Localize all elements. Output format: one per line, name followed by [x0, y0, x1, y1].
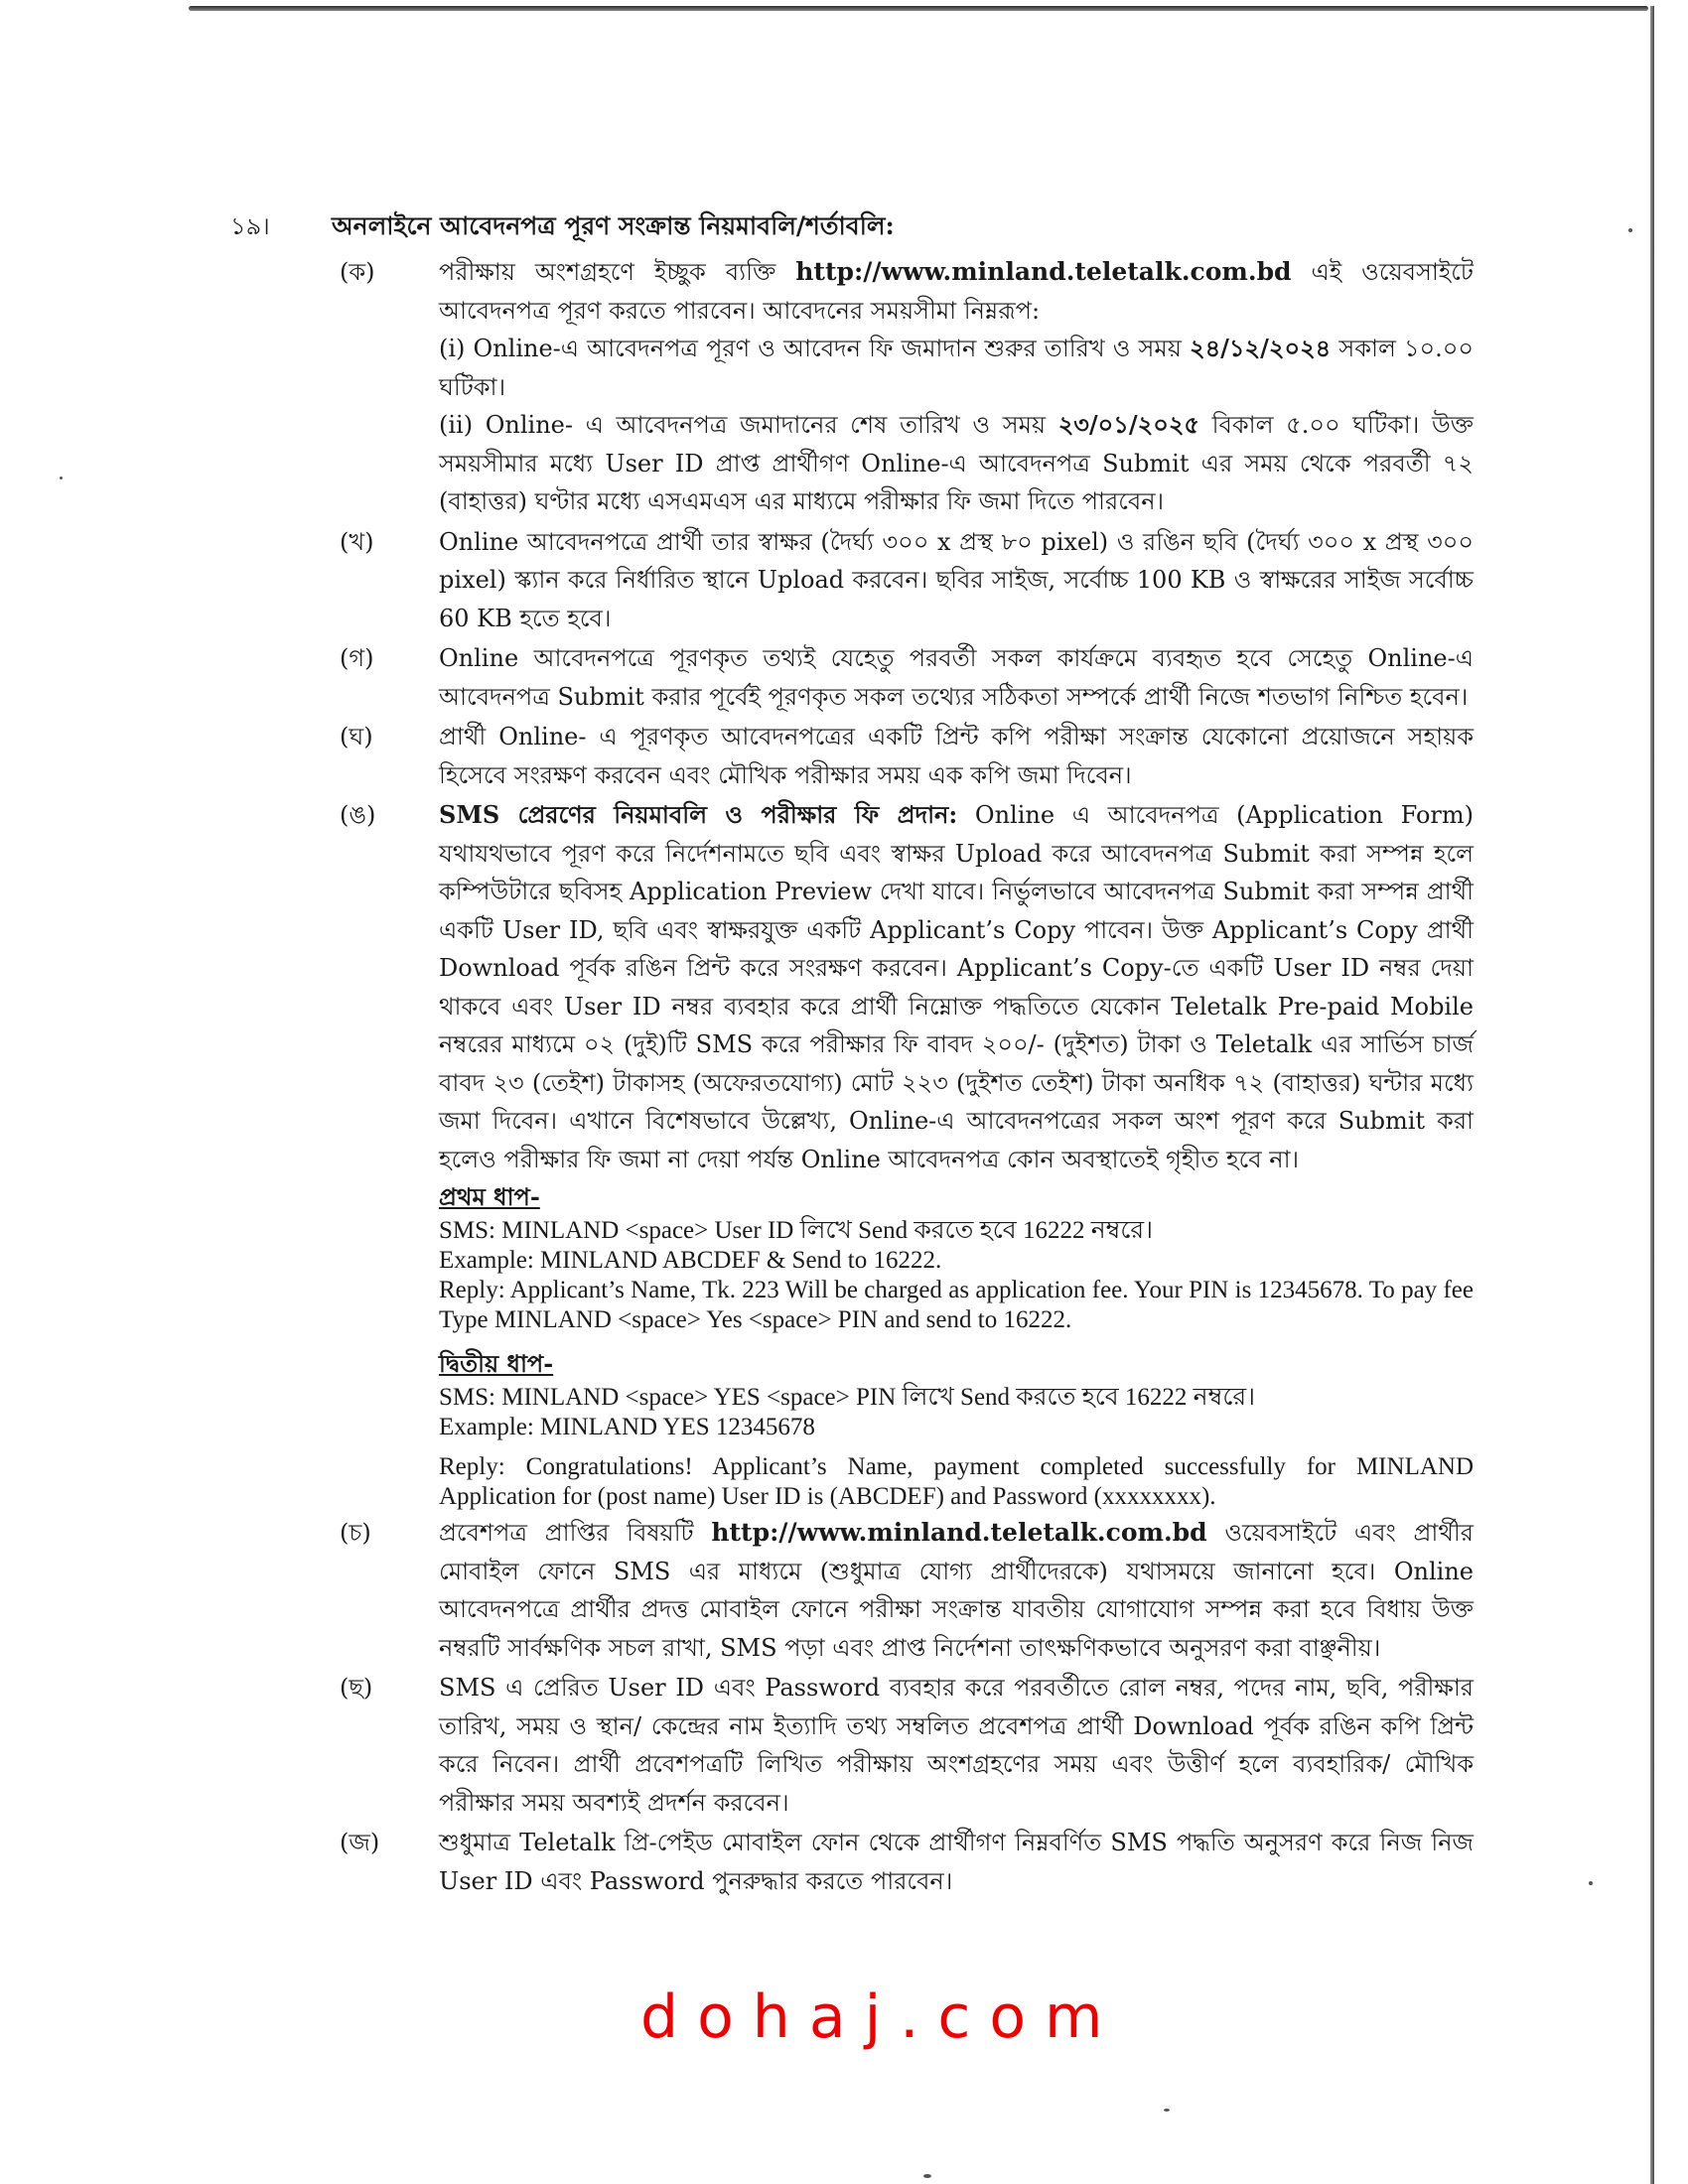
step-heading: প্রথম ধাপ- — [439, 1182, 540, 1211]
item-body — [439, 253, 1474, 521]
sub-item-text: (ii) Online- এ আবেদনপত্র জমাদানের শেষ তারিখ ও সময় — [439, 411, 1058, 439]
section-number: ১৯। — [230, 212, 270, 240]
item-kha — [230, 523, 1474, 638]
item-gha — [230, 718, 1474, 794]
item-body: প্রার্থী Online- এ পূরণকৃত আবেদনপত্রের একটি প্রিন্ট কপি পরীক্ষা সংক্রান্ত যেকোনো প্রয়োজনে সহায়ক হিসেবে সংরক্ষণ করবেন এবং মৌখিক পরীক্ষার সময় এক কপি জমা দিবেন। — [439, 723, 1474, 789]
step-heading: দ্বিতীয় ধাপ- — [439, 1349, 554, 1378]
step-2 — [439, 1349, 1474, 1512]
sub-item-text: বিকাল ৫.০০ ঘটিকা। উক্ত সময়সীমার মধ্যে User ID প্রাপ্ত প্রার্থীগণ Online-এ আবেদনপত্র Submit এর সময় থেকে পরবর্তী ৭২ (বাহাত্তর) ঘণ্টার মধ্যে এসএমএস এর মাধ্যমে পরীক্ষার ফি জমা দিতে পারবেন। — [439, 411, 1474, 515]
item-label: (জ) — [340, 1829, 380, 1856]
scan-speck — [1628, 228, 1632, 232]
item-body: Online আবেদনপত্রে পূরণকৃত তথ্যই যেহেতু পরবর্তী সকল কার্যক্রমে ব্যবহৃত হবে সেহেতু Online-এ আবেদনপত্র Submit করার পূর্বেই পূরণকৃত সকল তথ্যের সঠিকতা সম্পর্কে প্রার্থী নিজে শতভাগ নিশ্চিত হবেন। — [439, 644, 1474, 711]
item-body: Online আবেদনপত্রে প্রার্থী তার স্বাক্ষর (দৈর্ঘ্য ৩০০ x প্রস্থ ৮০ pixel) ও রঙিন ছবি (দৈর্ঘ্য ৩০০ x প্রস্থ ৩০০ pixel) স্ক্যান করে নির্ধারিত স্থানে Upload করবেন। ছবির সাইজ, সর্বোচ্চ 100 KB ও স্বাক্ষরের সাইজ সর্বোচ্চ 60 KB হতে হবে। — [439, 527, 1474, 632]
item-chha — [230, 1669, 1474, 1822]
item-label: (ক) — [340, 258, 375, 286]
sub-item-i — [439, 330, 1474, 406]
item-label: (ঙ) — [340, 801, 376, 829]
sub-item-text: সকাল ১০.০০ ঘটিকা। — [439, 335, 1475, 401]
end-date: ২৩/০১/২০২৫ — [1057, 410, 1200, 439]
item-body — [439, 796, 1474, 1512]
section-heading — [230, 206, 1474, 249]
website-link[interactable]: http://www.minland.teletalk.com.bd — [795, 257, 1292, 286]
sms-example: Example: MINLAND ABCDEF & Send to 16222. — [439, 1247, 942, 1274]
scan-speck — [60, 477, 63, 479]
item-ka — [230, 253, 1474, 521]
item-text: Online এ আবেদনপত্র (Application Form) যথাযথভাবে পূরণ করে নির্দেশনামতে ছবি এবং স্বাক্ষর Upload করে আবেদনপত্র Submit করা সম্পন্ন হলে কম্পিউটারে ছবিসহ Application Preview দেখা যাবে। নির্ভুলভাবে আবেদনপত্র Submit করা সম্পন্ন প্রার্থী একটি User ID, ছবি এবং স্বাক্ষরযুক্ত একটি Applicant’s Copy পাবেন। উক্ত Applicant’s Copy প্রার্থী Download পূর্বক রঙিন প্রিন্ট করে সংরক্ষণ করবেন। Applicant’s Copy-তে একটি User ID নম্বর দেয়া থাকবে এবং User ID নম্বর ব্যবহার করে প্রার্থী নিম্নোক্ত পদ্ধতিতে যেকোন Teletalk Pre-paid Mobile নম্বরের মাধ্যমে ০২ (দুই)টি SMS করে পরীক্ষার ফি বাবদ ২০০/- (দুইশত) টাকা ও Teletalk এর সার্ভিস চার্জ বাবদ ২৩ (তেইশ) টাকাসহ (অফেরতযোগ্য) মোট ২২৩ (দুইশত তেইশ) টাকা অনধিক ৭২ (বাহাত্তর) ঘন্টার মধ্যে জমা দিবেন। এখানে বিশেষভাবে উল্লেখ্য, Online-এ আবেদনপত্রের সকল অংশ পূরণ করে Submit করা হলেও পরীক্ষার ফি জমা না দেয়া পর্যন্ত Online আবেদনপত্র কোন অবস্থাতেই গৃহীত হবে না। — [439, 801, 1474, 1173]
sms-reply: Reply: Applicant’s Name, Tk. 223 Will be charged as application fee. Your PIN is 12345678. To pay fee Type MINLAND <space> Yes <space> PIN and send to 16222. — [439, 1277, 1474, 1333]
item-cha — [230, 1514, 1474, 1667]
item-body: শুধুমাত্র Teletalk প্রি-পেইড মোবাইল ফোন থেকে প্রার্থীগণ নিম্নবর্ণিত SMS পদ্ধতি অনুসরণ করে নিজ নিজ User ID এবং Password পুনরুদ্ধার করতে পারবেন। — [439, 1829, 1474, 1895]
watermark: dohaj.com — [640, 1982, 1122, 2052]
sub-item-text: (i) Online-এ আবেদনপত্র পূরণ ও আবেদন ফি জমাদান শুরুর তারিখ ও সময় — [439, 335, 1190, 362]
item-nga — [230, 796, 1474, 1512]
item-text: এই ওয়েবসাইটে আবেদনপত্র পূরণ করতে পারবেন। আবেদনের সময়সীমা নিম্নরূপ: — [439, 258, 1474, 325]
item-label: (গ) — [340, 644, 374, 672]
scan-speck — [923, 2174, 931, 2178]
sms-format: SMS: MINLAND <space> YES <space> PIN লিখে Send করতে হবে 16222 নম্বরে। — [439, 1384, 1256, 1411]
item-body — [439, 1514, 1474, 1667]
item-label: (ঘ) — [340, 723, 373, 751]
sub-item-ii — [439, 406, 1474, 521]
item-text: পরীক্ষায় অংশগ্রহণে ইচ্ছুক ব্যক্তি — [439, 258, 796, 286]
scan-speck — [1164, 2109, 1170, 2112]
scan-speck — [1589, 1881, 1593, 1885]
scan-edge-right — [1650, 6, 1654, 2184]
item-text: প্রবেশপত্র প্রাপ্তির বিষয়টি — [439, 1519, 712, 1547]
item-body: SMS এ প্রেরিত User ID এবং Password ব্যবহার করে পরবর্তীতে রোল নম্বর, পদের নাম, ছবি, পরীক্ষার তারিখ, সময় ও স্থান/ কেন্দ্রের নাম ইত্যাদি তথ্য সম্বলিত প্রবেশপত্র প্রার্থী Download পূর্বক রঙিন কপি প্রিন্ট করে নিবেন। প্রার্থী প্রবেশপত্রটি লিখিত পরীক্ষায় অংশগ্রহণের সময় এবং উত্তীর্ণ হলে ব্যবহারিক/ মৌখিক পরীক্ষার সময় অবশ্যই প্রদর্শন করবেন। — [439, 1674, 1474, 1817]
item-lead: SMS প্রেরণের নিয়মাবলি ও পরীক্ষার ফি প্রদান: — [439, 800, 958, 829]
sms-example: Example: MINLAND YES 12345678 — [439, 1414, 815, 1440]
item-label: (ছ) — [340, 1674, 373, 1702]
scan-edge-top — [189, 6, 1648, 11]
step-1 — [439, 1182, 1474, 1335]
start-date: ২৪/১২/২০২৪ — [1189, 334, 1332, 362]
website-link[interactable]: http://www.minland.teletalk.com.bd — [711, 1518, 1207, 1547]
item-ga — [230, 639, 1474, 716]
item-label: (চ) — [340, 1519, 371, 1547]
sms-format: SMS: MINLAND <space> User ID লিখে Send করতে হবে 16222 নম্বরে। — [439, 1217, 1154, 1244]
document-page — [230, 206, 1474, 1900]
sms-reply: Reply: Congratulations! Applicant’s Name, payment completed successfully for MINLAND Application for (post name) User ID is (ABCDEF) and Password (xxxxxxxx). — [439, 1453, 1474, 1510]
section-title: অনলাইনে আবেদনপত্র পূরণ সংক্রান্ত নিয়মাবলি/শর্তাবলি: — [332, 211, 895, 240]
item-label: (খ) — [340, 527, 374, 556]
item-ja — [230, 1824, 1474, 1900]
item-text: ওয়েবসাইটে এবং প্রার্থীর মোবাইল ফোনে SMS এর মাধ্যমে (শুধুমাত্র যোগ্য প্রার্থীদেরকে) যথাসময়ে জানানো হবে। Online আবেদনপত্রে প্রার্থীর প্রদত্ত মোবাইল ফোনে পরীক্ষা সংক্রান্ত যাবতীয় যোগাযোগ সম্পন্ন করা হবে বিধায় উক্ত নম্বরটি সার্বক্ষণিক সচল রাখা, SMS পড়া এবং প্রাপ্ত নির্দেশনা তাৎক্ষণিকভাবে অনুসরণ করা বাঞ্ছনীয়। — [439, 1519, 1474, 1662]
